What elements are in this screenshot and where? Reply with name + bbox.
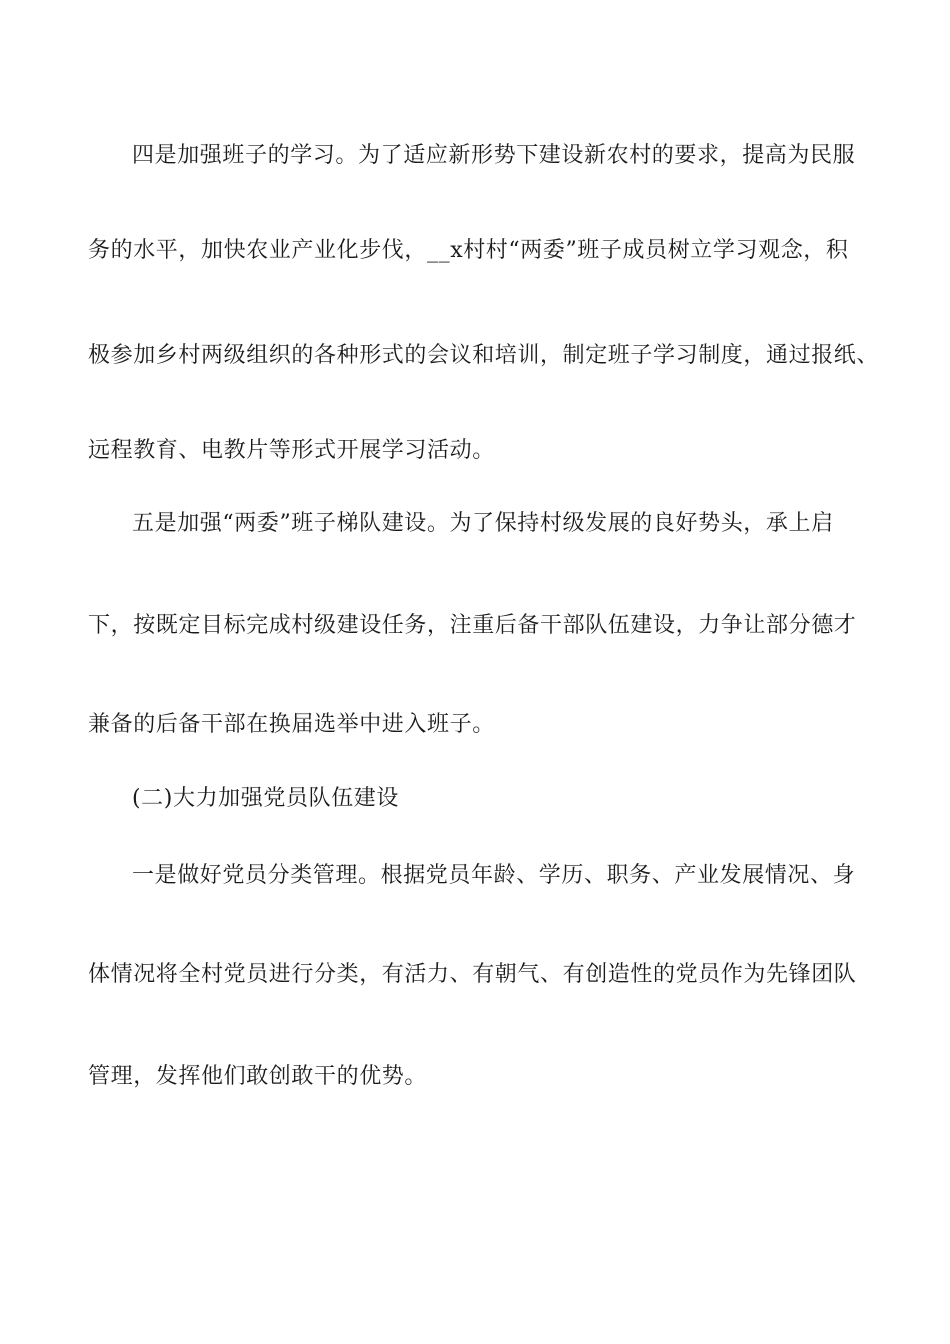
paragraph-4-line-1: 四是加强班子的学习。为了适应新形势下建设新农村的要求，提高为民服 (132, 143, 856, 168)
paragraph-1-line-2: 体情况将全村党员进行分类，有活力、有朝气、有创造性的党员作为先锋团队 (88, 962, 857, 987)
paragraph-4-line-3: 极参加乡村两级组织的各种形式的会议和培训，制定班子学习制度，通过报纸、 (88, 343, 880, 368)
paragraph-4-line-4: 远程教育、电教片等形式开展学习活动。 (88, 438, 495, 463)
paragraph-5-line-3: 兼备的后备干部在换届选举中进入班子。 (88, 712, 495, 737)
paragraph-1-line-1: 一是做好党员分类管理。根据党员年龄、学历、职务、产业发展情况、身 (132, 863, 856, 888)
paragraph-5-line-2: 下，按既定目标完成村级建设任务，注重后备干部队伍建设，力争让部分德才 (88, 613, 857, 638)
section-heading: (二)大力加强党员队伍建设 (132, 786, 399, 811)
paragraph-4-line-2: 务的水平，加快农业产业化步伐，__x村村“两委”班子成员树立学习观念，积 (88, 238, 849, 263)
paragraph-5-line-1: 五是加强“两委”班子梯队建设。为了保持村级发展的良好势头，承上启 (132, 511, 834, 536)
paragraph-1-line-3: 管理，发挥他们敢创敢干的优势。 (88, 1064, 428, 1089)
